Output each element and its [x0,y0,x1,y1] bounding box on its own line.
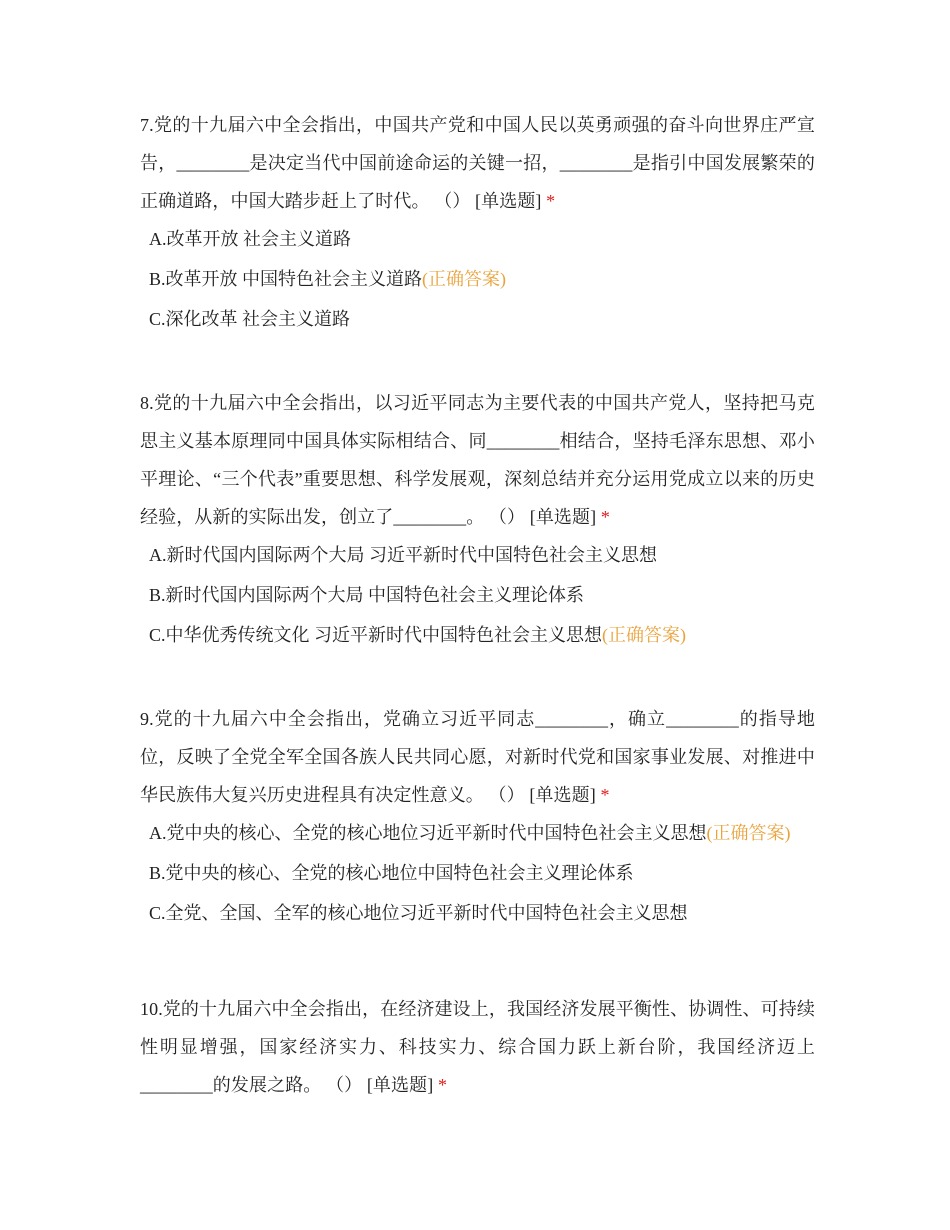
question-text [140,700,815,814]
option-c[interactable] [149,306,815,332]
option-b[interactable] [149,266,815,292]
option-c[interactable] [149,900,815,926]
option-c[interactable] [149,622,815,648]
question-type: [单选题] [475,191,542,211]
question-9 [140,700,815,940]
option-list [140,226,815,332]
required-mark: * [437,1075,448,1095]
option-a[interactable] [149,820,815,846]
question-text [140,384,815,536]
question-10 [140,990,815,1104]
option-b[interactable] [149,860,815,886]
option-text: C.全党、全国、全军的核心地位习近平新时代中国特色社会主义思想 [149,903,688,923]
correct-answer-label: (正确答案) [422,269,507,289]
required-mark: * [600,785,610,805]
correct-answer-label: (正确答案) [602,625,687,645]
option-b[interactable] [149,582,815,608]
question-type: [单选题] [366,1075,434,1095]
required-mark: * [600,507,610,527]
option-text: A.新时代国内国际两个大局 习近平新时代中国特色社会主义思想 [149,545,657,565]
answer-paren: （） [488,785,525,805]
question-stem: 8.党的十九届六中全会指出，以习近平同志为主要代表的中国共产党人，坚持把马克思主义基本原理同中国具体实际相结合、同________相结合，坚持毛泽东思想、邓小平理论、“三个代表”重要思想、科学发展观，深刻总结并充分运用党成立以来的历史经验，从新的实际出发，创立了________。 [140,393,815,527]
answer-paren: （） [488,507,526,527]
option-list [140,820,815,926]
answer-paren: （） [434,191,471,211]
question-7 [140,106,815,346]
question-stem: 7.党的十九届六中全会指出，中国共产党和中国人民以英勇顽强的奋斗向世界庄严宣告，________是决定当代中国前途命运的关键一招，________是指引中国发展繁荣的正确道路，中国大踏步赶上了时代。 [140,115,815,211]
option-text: A.改革开放 社会主义道路 [149,229,351,249]
question-type: [单选题] [529,507,597,527]
option-a[interactable] [149,542,815,568]
question-8 [140,384,815,662]
question-stem: 9.党的十九届六中全会指出，党确立习近平同志________，确立________的指导地位，反映了全党全军全国各族人民共同心愿，对新时代党和国家事业发展、对推进中华民族伟大复兴历史进程具有决定性意义。 [140,709,815,805]
option-text: C.深化改革 社会主义道路 [149,309,351,329]
question-text [140,106,815,220]
option-text: A.党中央的核心、全党的核心地位习近平新时代中国特色社会主义思想 [149,823,707,843]
option-text: B.新时代国内国际两个大局 中国特色社会主义理论体系 [149,585,585,605]
required-mark: * [546,191,556,211]
question-type: [单选题] [529,785,596,805]
option-a[interactable] [149,226,815,252]
question-stem: 10.党的十九届六中全会指出，在经济建设上，我国经济发展平衡性、协调性、可持续性明显增强，国家经济实力、科技实力、综合国力跃上新台阶，我国经济迈上________的发展之路。 [140,999,815,1095]
option-text: B.党中央的核心、全党的核心地位中国特色社会主义理论体系 [149,863,634,883]
question-text [140,990,815,1104]
answer-paren: （） [326,1075,363,1095]
correct-answer-label: (正确答案) [706,823,791,843]
option-list [140,542,815,648]
option-text: C.中华优秀传统文化 习近平新时代中国特色社会主义思想 [149,625,603,645]
option-text: B.改革开放 中国特色社会主义道路 [149,269,423,289]
